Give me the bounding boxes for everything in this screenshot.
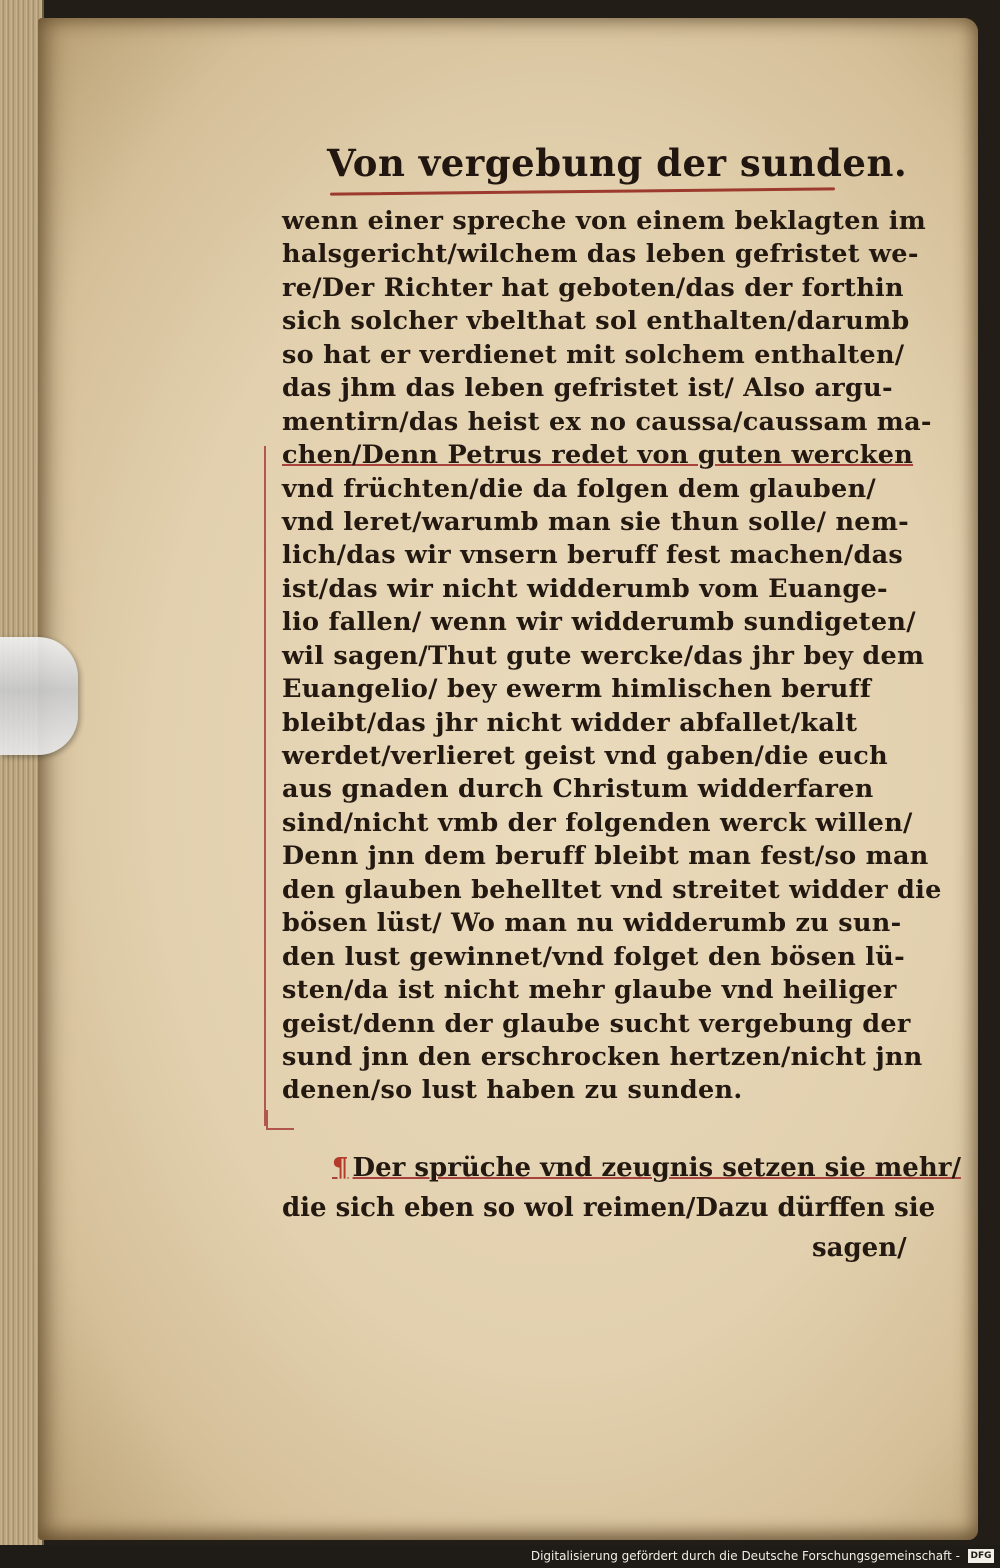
text-line: Denn jnn dem beruff bleibt man fest/so man <box>282 841 929 872</box>
funding-credit: Digitalisierung gefördert durch die Deutsche Forschungsgemeinschaft - <box>530 1549 960 1563</box>
text-line: sich solcher vbelthat sol enthalten/darumb <box>282 306 910 337</box>
text-line: wenn einer spreche von einem beklagten im <box>282 206 927 236</box>
text-line: den glauben behelltet vnd streitet widder die <box>282 874 942 905</box>
body-text <box>282 205 942 1108</box>
paragraph-mark: ¶ <box>332 1153 349 1183</box>
second-paragraph <box>282 1148 961 1268</box>
text-line: sind/nicht vmb der folgenden werck willen/ <box>282 807 913 838</box>
text-line: werdet/verlieret geist vnd gaben/die euch <box>282 741 888 771</box>
margin-bracket <box>264 446 276 1126</box>
text-line: so hat er verdienet mit solchem enthalten/ <box>282 339 905 370</box>
paragraph-line <box>282 1148 961 1188</box>
text-line: wil sagen/Thut gute wercke/das jhr bey dem <box>282 640 925 671</box>
text-line: mentirn/das heist ex no caussa/caussam ma- <box>282 406 932 437</box>
text-line: lich/das wir vnsern beruff fest machen/das <box>282 540 904 571</box>
text-line: das jhm das leben gefristet ist/ Also argu- <box>282 373 893 404</box>
bookmark-strip <box>0 637 78 755</box>
page-heading: Von vergebung der sunden. <box>327 141 908 185</box>
text-line: vnd leret/warumb man sie thun solle/ nem- <box>282 506 909 537</box>
paragraph-line-text: Der sprüche vnd zeugnis setzen sie mehr/ <box>352 1153 961 1183</box>
text-line: Euangelio/ bey ewerm himlischen beruff <box>282 674 872 705</box>
margin-bracket-end <box>266 1110 294 1130</box>
text-line: lio fallen/ wenn wir widderumb sundigeten/ <box>282 607 916 638</box>
text-line: vnd früchten/die da folgen dem glauben/ <box>282 473 877 504</box>
paragraph-line: die sich eben so wol reimen/Dazu dürffen sie <box>282 1193 936 1223</box>
text-line: ist/das wir nicht widderumb vom Euange- <box>282 573 888 604</box>
text-line: re/Der Richter hat geboten/das der forthin <box>282 272 904 303</box>
paragraph-line: sagen/ <box>812 1233 907 1263</box>
text-line: bleibt/das jhr nicht widder abfallet/kalt <box>282 707 858 738</box>
footer-bar <box>0 1545 1000 1568</box>
dfg-logo: DFG <box>968 1549 994 1563</box>
text-line: bösen lüst/ Wo man nu widderumb zu sun- <box>282 908 902 939</box>
text-line: chen/Denn Petrus redet von guten wercken <box>282 440 914 471</box>
text-line: sund jnn den erschrocken hertzen/nicht jnn <box>282 1041 923 1072</box>
text-line: denen/so lust haben zu sunden. <box>282 1075 743 1106</box>
text-line: aus gnaden durch Christum widderfaren <box>282 774 874 805</box>
text-line: den lust gewinnet/vnd folget den bösen lü- <box>282 941 905 972</box>
text-line: sten/da ist nicht mehr glaube vnd heiliger <box>282 975 897 1006</box>
text-line: halsgericht/wilchem das leben gefristet we- <box>282 239 919 270</box>
text-line: geist/denn der glaube sucht vergebung der <box>282 1008 911 1039</box>
